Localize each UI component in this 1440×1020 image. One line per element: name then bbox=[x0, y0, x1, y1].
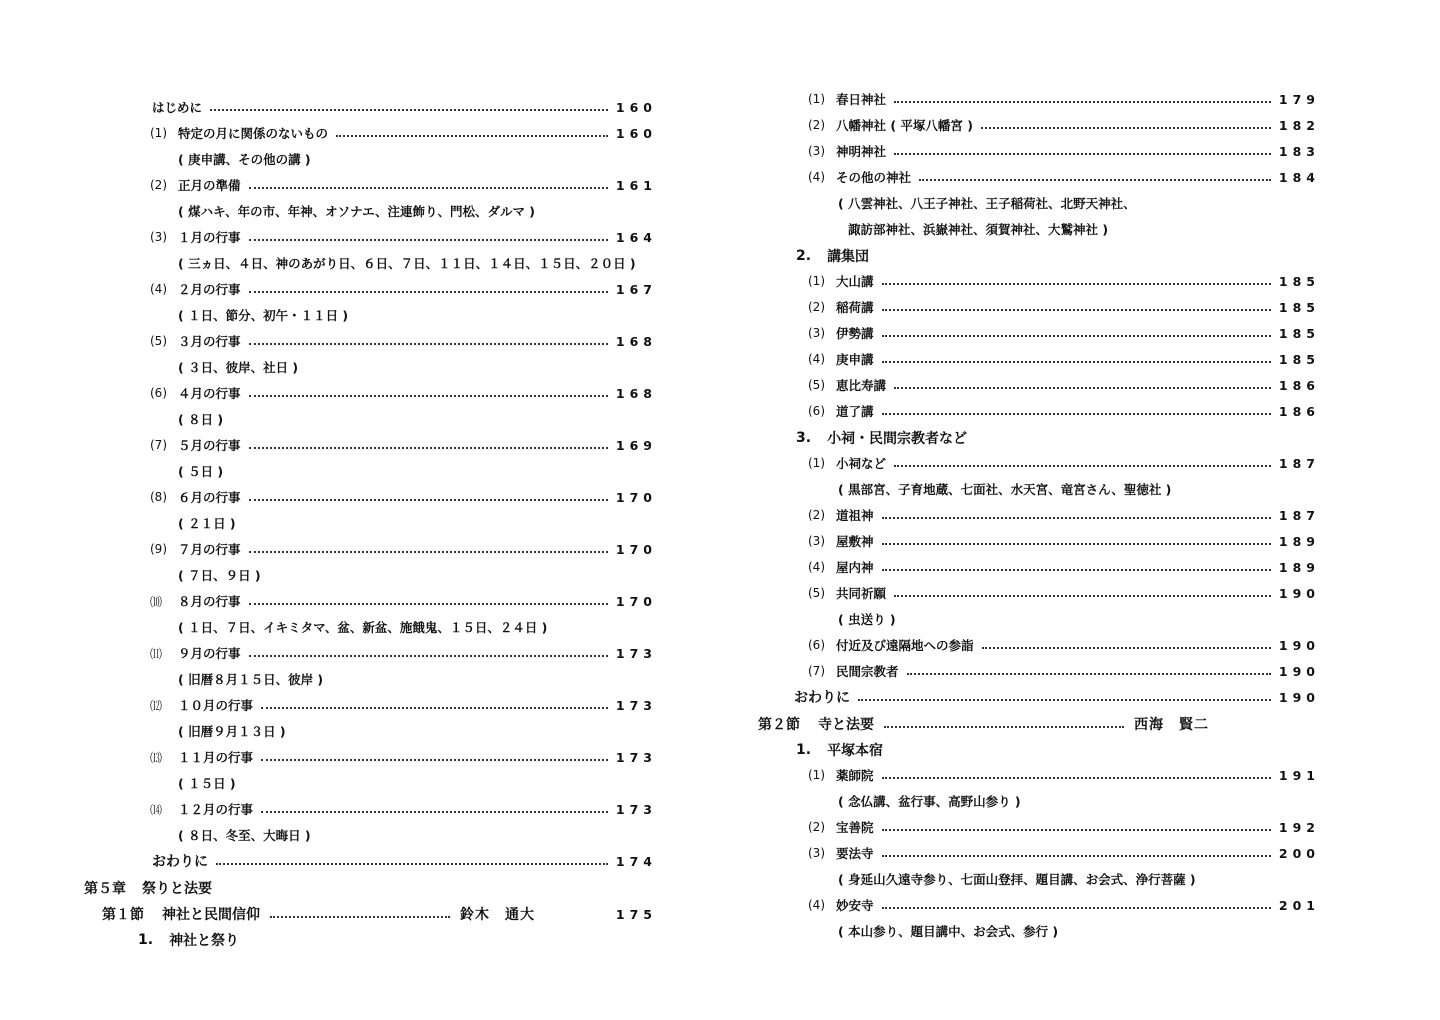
toc-number: (2) bbox=[150, 178, 167, 192]
toc-number: (8) bbox=[150, 490, 167, 504]
toc-label: 大山講 bbox=[836, 274, 874, 289]
toc-subtopics: 諏訪部神社、浜嶽神社、須賀神社、大鷲神社 ) bbox=[848, 222, 1109, 237]
toc-page: 175 bbox=[615, 906, 657, 922]
toc-subtopics: ( 煤ハキ、年の市、年神、オソナエ、注連飾り、門松、ダルマ ) bbox=[178, 204, 536, 219]
section-title: 寺と法要 bbox=[818, 717, 874, 733]
toc-subtopics: ( 三ヵ日、４日、神のあがり日、６日、７日、１１日、１４日、１５日、２０日 ) bbox=[178, 256, 636, 271]
subsection-number: 1. bbox=[138, 932, 154, 948]
toc-number: (2) bbox=[808, 508, 825, 522]
toc-page: 184 bbox=[1278, 169, 1320, 185]
toc-entry[interactable] bbox=[150, 642, 657, 664]
subsection-number: 3. bbox=[796, 430, 812, 446]
toc-page: 160 bbox=[615, 125, 657, 141]
subsection-number: 2. bbox=[796, 248, 812, 264]
dot-leader bbox=[270, 916, 450, 918]
toc-subtopics: ( 本山参り、題目講中、お会式、参行 ) bbox=[838, 924, 1059, 939]
toc-label: 宝善院 bbox=[836, 820, 874, 835]
toc-subtopics: ( ３日、彼岸、社日 ) bbox=[178, 360, 299, 375]
toc-entry[interactable] bbox=[808, 816, 1320, 838]
toc-label: 屋敷神 bbox=[836, 534, 874, 549]
dot-leader bbox=[884, 726, 1124, 728]
toc-entry[interactable] bbox=[150, 122, 657, 144]
toc-number: (5) bbox=[808, 378, 825, 392]
dot-leader bbox=[216, 863, 608, 865]
toc-entry[interactable] bbox=[808, 140, 1320, 162]
toc-label: その他の神社 bbox=[836, 170, 912, 185]
toc-number: (3) bbox=[808, 326, 825, 340]
dot-leader bbox=[894, 387, 1271, 389]
subsection-title: 講集団 bbox=[827, 249, 870, 265]
toc-number: (4) bbox=[808, 170, 825, 184]
toc-page: 189 bbox=[1278, 559, 1320, 575]
toc-entry[interactable] bbox=[150, 746, 657, 768]
dot-leader bbox=[882, 335, 1271, 337]
toc-entry[interactable] bbox=[808, 764, 1320, 786]
toc-page: 189 bbox=[1278, 533, 1320, 549]
toc-label: 正月の準備 bbox=[178, 178, 241, 193]
toc-label: 薬師院 bbox=[836, 768, 874, 783]
toc-subtopics: ( １日、７日、イキミタマ、盆、新盆、施餓鬼、１５日、２４日 ) bbox=[178, 620, 548, 635]
toc-page: 161 bbox=[615, 177, 657, 193]
toc-page: 170 bbox=[615, 541, 657, 557]
toc-entry[interactable] bbox=[808, 296, 1320, 318]
toc-subtopics: ( 旧暦９月１３日 ) bbox=[178, 724, 286, 739]
toc-entry[interactable] bbox=[808, 530, 1320, 552]
toc-entry[interactable] bbox=[808, 582, 1320, 604]
dot-leader bbox=[882, 517, 1271, 519]
toc-label: 恵比寿講 bbox=[836, 378, 887, 393]
toc-page: 201 bbox=[1278, 897, 1320, 913]
dot-leader bbox=[336, 135, 608, 137]
right-page bbox=[720, 0, 1440, 1020]
toc-page: 185 bbox=[1278, 351, 1320, 367]
dot-leader bbox=[882, 855, 1271, 857]
section-number: 第２節 bbox=[758, 717, 800, 733]
toc-subtopics: ( 念仏講、盆行事、高野山参り ) bbox=[838, 794, 1021, 809]
toc-label: ８月の行事 bbox=[178, 594, 241, 609]
toc-page: 190 bbox=[1278, 663, 1320, 679]
dot-leader bbox=[981, 127, 1271, 129]
toc-number: (2) bbox=[808, 820, 825, 834]
dot-leader bbox=[894, 101, 1271, 103]
toc-number: ⑾ bbox=[150, 646, 163, 661]
dot-leader bbox=[249, 187, 608, 189]
dot-leader bbox=[249, 291, 608, 293]
toc-page: 185 bbox=[1278, 325, 1320, 341]
toc-page: 160 bbox=[615, 99, 657, 115]
dot-leader bbox=[882, 543, 1271, 545]
toc-entry[interactable] bbox=[150, 330, 657, 352]
dot-leader bbox=[919, 179, 1271, 181]
dot-leader bbox=[261, 811, 608, 813]
toc-label: ３月の行事 bbox=[178, 334, 241, 349]
toc-label: 道了講 bbox=[836, 404, 874, 419]
toc-entry[interactable] bbox=[808, 504, 1320, 526]
toc-page: 187 bbox=[1278, 507, 1320, 523]
toc-number: (5) bbox=[808, 586, 825, 600]
toc-label: 民間宗教者 bbox=[836, 664, 899, 679]
toc-label: 付近及び遠隔地への参詣 bbox=[836, 638, 974, 653]
toc-subtopics: ( ５日 ) bbox=[178, 464, 224, 479]
toc-subtopics: ( ８日、冬至、大晦日 ) bbox=[178, 828, 311, 843]
toc-subtopics: ( 虫送り ) bbox=[838, 612, 896, 627]
toc-subtopics: ( 八雲神社、八王子神社、王子稲荷社、北野天神社、 bbox=[838, 196, 1136, 211]
toc-number: (3) bbox=[808, 534, 825, 548]
dot-leader bbox=[882, 829, 1271, 831]
dot-leader bbox=[882, 413, 1271, 415]
toc-label: １１月の行事 bbox=[178, 750, 254, 765]
toc-subtopics: ( １日、節分、初午・１１日 ) bbox=[178, 308, 349, 323]
dot-leader bbox=[249, 343, 608, 345]
toc-page: 190 bbox=[1278, 585, 1320, 601]
toc-subtopics: ( ２１日 ) bbox=[178, 516, 236, 531]
toc-entry[interactable] bbox=[808, 348, 1320, 370]
dot-leader bbox=[249, 395, 608, 397]
toc-number: ⑿ bbox=[150, 698, 163, 713]
toc-label: 要法寺 bbox=[836, 846, 874, 861]
toc-number: (7) bbox=[808, 664, 825, 678]
toc-entry[interactable] bbox=[808, 270, 1320, 292]
toc-label: ９月の行事 bbox=[178, 646, 241, 661]
toc-label: 特定の月に関係のないもの bbox=[178, 126, 329, 141]
section-title: 神社と民間信仰 bbox=[162, 907, 260, 923]
dot-leader bbox=[894, 595, 1271, 597]
toc-number: (4) bbox=[808, 560, 825, 574]
toc-label: ７月の行事 bbox=[178, 542, 241, 557]
toc-entry[interactable] bbox=[808, 894, 1320, 916]
dot-leader bbox=[261, 707, 608, 709]
toc-label: 庚申講 bbox=[836, 352, 874, 367]
toc-page: 190 bbox=[1278, 637, 1320, 653]
toc-number: (1) bbox=[808, 456, 825, 470]
toc-page: 191 bbox=[1278, 767, 1320, 783]
dot-leader bbox=[882, 907, 1271, 909]
dot-leader bbox=[982, 647, 1271, 649]
dot-leader bbox=[882, 569, 1271, 571]
dot-leader bbox=[249, 603, 608, 605]
toc-number: (2) bbox=[808, 118, 825, 132]
toc-number: (1) bbox=[808, 768, 825, 782]
toc-label: ５月の行事 bbox=[178, 438, 241, 453]
toc-number: ⒀ bbox=[150, 750, 163, 765]
toc-label: １０月の行事 bbox=[178, 698, 254, 713]
chapter-title: 祭りと法要 bbox=[142, 881, 212, 897]
dot-leader bbox=[261, 759, 608, 761]
toc-number: (1) bbox=[808, 274, 825, 288]
toc-entry[interactable] bbox=[150, 434, 657, 456]
dot-leader bbox=[249, 655, 608, 657]
toc-number: (1) bbox=[150, 126, 167, 140]
section-heading[interactable] bbox=[102, 902, 657, 926]
toc-page: 185 bbox=[1278, 299, 1320, 315]
toc-label: はじめに bbox=[152, 100, 203, 115]
toc-label: 小祠など bbox=[836, 456, 887, 471]
section-heading[interactable] bbox=[758, 712, 1258, 736]
dot-leader bbox=[858, 699, 1271, 701]
toc-label: おわりに bbox=[794, 690, 850, 706]
toc-number: (3) bbox=[150, 230, 167, 244]
toc-label: おわりに bbox=[152, 854, 208, 870]
toc-subtopics: ( ８日 ) bbox=[178, 412, 224, 427]
toc-page: 173 bbox=[615, 801, 657, 817]
dot-leader bbox=[894, 465, 1271, 467]
toc-number: (4) bbox=[808, 352, 825, 366]
toc-number: (2) bbox=[808, 300, 825, 314]
toc-number: ⒁ bbox=[150, 802, 163, 817]
toc-number: (6) bbox=[808, 638, 825, 652]
toc-entry[interactable] bbox=[152, 850, 657, 872]
dot-leader bbox=[210, 109, 608, 111]
subsection-heading[interactable] bbox=[138, 928, 239, 952]
subsection-heading[interactable] bbox=[796, 244, 869, 268]
toc-page: 179 bbox=[1278, 91, 1320, 107]
toc-label: ４月の行事 bbox=[178, 386, 241, 401]
toc-page: 192 bbox=[1278, 819, 1320, 835]
subsection-heading[interactable] bbox=[796, 426, 967, 450]
toc-entry[interactable] bbox=[150, 694, 657, 716]
toc-label: 妙安寺 bbox=[836, 898, 874, 913]
toc-page: 173 bbox=[615, 749, 657, 765]
toc-label: １月の行事 bbox=[178, 230, 241, 245]
toc-number: (1) bbox=[808, 92, 825, 106]
dot-leader bbox=[882, 777, 1271, 779]
toc-subtopics: ( ７日、９日 ) bbox=[178, 568, 261, 583]
toc-subtopics: ( 旧暦８月１５日、彼岸 ) bbox=[178, 672, 324, 687]
section-author: 西海 賢二 bbox=[1134, 717, 1209, 733]
subsection-heading[interactable] bbox=[796, 738, 883, 762]
toc-number: (5) bbox=[150, 334, 167, 348]
toc-label: 伊勢講 bbox=[836, 326, 874, 341]
toc-entry[interactable] bbox=[808, 166, 1320, 188]
toc-page: 168 bbox=[615, 333, 657, 349]
dot-leader bbox=[894, 153, 1271, 155]
toc-entry[interactable] bbox=[794, 686, 1320, 708]
subsection-number: 1. bbox=[796, 742, 812, 758]
toc-page: 173 bbox=[615, 645, 657, 661]
toc-entry[interactable] bbox=[808, 452, 1320, 474]
toc-entry[interactable] bbox=[150, 590, 657, 612]
toc-label: 稲荷講 bbox=[836, 300, 874, 315]
toc-number: (7) bbox=[150, 438, 167, 452]
toc-subtopics: ( 庚申講、その他の講 ) bbox=[178, 152, 311, 167]
toc-page: 174 bbox=[615, 853, 657, 869]
toc-page: 169 bbox=[615, 437, 657, 453]
toc-label: 神明神社 bbox=[836, 144, 887, 159]
toc-entry[interactable] bbox=[808, 374, 1320, 396]
toc-number: (6) bbox=[150, 386, 167, 400]
dot-leader bbox=[907, 673, 1271, 675]
toc-entry[interactable] bbox=[150, 226, 657, 248]
toc-entry[interactable] bbox=[150, 486, 657, 508]
dot-leader bbox=[882, 361, 1271, 363]
toc-entry[interactable] bbox=[808, 634, 1320, 656]
toc-number: (4) bbox=[150, 282, 167, 296]
toc-label: 共同祈願 bbox=[836, 586, 887, 601]
toc-page: 182 bbox=[1278, 117, 1320, 133]
toc-page: 183 bbox=[1278, 143, 1320, 159]
dot-leader bbox=[249, 239, 608, 241]
dot-leader bbox=[249, 447, 608, 449]
toc-page: 167 bbox=[615, 281, 657, 297]
dot-leader bbox=[882, 283, 1271, 285]
toc-page: 168 bbox=[615, 385, 657, 401]
toc-entry[interactable] bbox=[808, 660, 1320, 682]
section-number: 第１節 bbox=[102, 907, 144, 923]
toc-entry[interactable] bbox=[808, 842, 1320, 864]
toc-page: 190 bbox=[1278, 689, 1320, 705]
toc-entry[interactable] bbox=[808, 114, 1320, 136]
toc-page: 170 bbox=[615, 593, 657, 609]
toc-page: 186 bbox=[1278, 403, 1320, 419]
toc-page: 186 bbox=[1278, 377, 1320, 393]
toc-label: 春日神社 bbox=[836, 92, 887, 107]
toc-page: 170 bbox=[615, 489, 657, 505]
toc-entry[interactable] bbox=[150, 174, 657, 196]
toc-entry[interactable] bbox=[808, 322, 1320, 344]
toc-number: (9) bbox=[150, 542, 167, 556]
subsection-title: 小祠・民間宗教者など bbox=[827, 431, 968, 447]
toc-entry[interactable] bbox=[150, 382, 657, 404]
toc-label: ６月の行事 bbox=[178, 490, 241, 505]
chapter-heading[interactable] bbox=[84, 876, 212, 900]
toc-page: 164 bbox=[615, 229, 657, 245]
toc-label: １２月の行事 bbox=[178, 802, 254, 817]
toc-label: ２月の行事 bbox=[178, 282, 241, 297]
toc-number: (6) bbox=[808, 404, 825, 418]
toc-label: 道祖神 bbox=[836, 508, 874, 523]
toc-label: 八幡神社 ( 平塚八幡宮 ) bbox=[836, 118, 973, 133]
toc-number: (3) bbox=[808, 846, 825, 860]
section-author: 鈴木 通大 bbox=[460, 907, 535, 923]
toc-entry[interactable] bbox=[808, 88, 1320, 110]
toc-subtopics: ( １５日 ) bbox=[178, 776, 236, 791]
toc-page: 200 bbox=[1278, 845, 1320, 861]
toc-number: ⑽ bbox=[150, 594, 163, 609]
chapter-number: 第５章 bbox=[84, 881, 126, 897]
subsection-title: 平塚本宿 bbox=[827, 743, 884, 759]
toc-number: (3) bbox=[808, 144, 825, 158]
toc-entry[interactable] bbox=[150, 278, 657, 300]
toc-entry[interactable] bbox=[152, 96, 657, 118]
toc-page: 173 bbox=[615, 697, 657, 713]
toc-entry[interactable] bbox=[808, 556, 1320, 578]
dot-leader bbox=[249, 499, 608, 501]
toc-subtopics: ( 黒部宮、子育地蔵、七面社、水天宮、竜宮さん、聖徳社 ) bbox=[838, 482, 1172, 497]
toc-entry[interactable] bbox=[150, 538, 657, 560]
toc-page: 185 bbox=[1278, 273, 1320, 289]
toc-page: 187 bbox=[1278, 455, 1320, 471]
toc-entry[interactable] bbox=[808, 400, 1320, 422]
toc-label: 屋内神 bbox=[836, 560, 874, 575]
dot-leader bbox=[249, 551, 608, 553]
toc-entry[interactable] bbox=[150, 798, 657, 820]
subsection-title: 神社と祭り bbox=[169, 933, 240, 949]
dot-leader bbox=[882, 309, 1271, 311]
toc-number: (4) bbox=[808, 898, 825, 912]
toc-subtopics: ( 身延山久遠寺参り、七面山登拝、題目講、お会式、浄行菩薩 ) bbox=[838, 872, 1196, 887]
